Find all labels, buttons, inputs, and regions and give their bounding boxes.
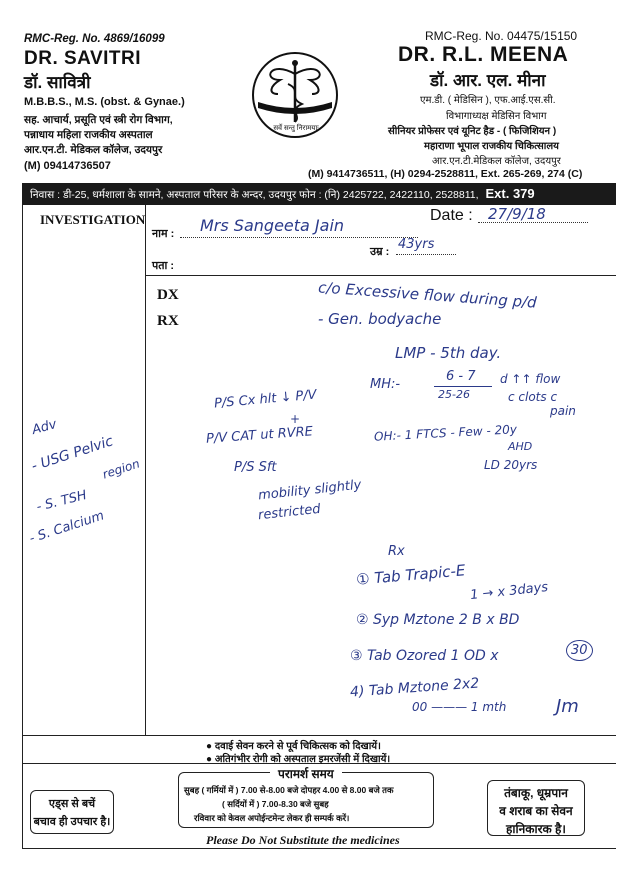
timing-line-3: रविवार को केवल अपोईन्टमेन्ट लेकर ही सम्पर्क करें।	[194, 813, 350, 823]
age-label: उम्र :	[370, 246, 390, 258]
hw-rx-symbol: Rx	[388, 544, 405, 559]
aids-slogan-line2: बचाव ही उपचार है।	[33, 816, 111, 828]
hw-complaint-2: - Gen. bodyache	[318, 310, 442, 328]
hw-mh-detail1: d ↑↑ flow	[500, 372, 561, 386]
hw-mh-detail3: pain	[550, 404, 576, 418]
aids-slogan-line1: एड्स से बचें	[48, 798, 96, 810]
hw-complaint-1: c/o Excessive flow during p/d	[317, 278, 538, 312]
dx-label: DX	[157, 287, 179, 303]
age-line	[396, 254, 456, 255]
hw-ps-1: P/S Cx hlt ↓ P/V	[213, 387, 318, 412]
logo-motto: सर्वे सन्तु निरामयाः	[273, 125, 319, 132]
hw-pv: P/V CAT ut RVRE	[205, 424, 314, 447]
rx-label: RX	[157, 313, 179, 329]
left-border	[22, 205, 23, 848]
footer-bottom-line	[22, 848, 616, 849]
hw-med-1: ① Tab Trapic-E	[355, 561, 467, 589]
timing-line-1: सुबह ( गर्मियों में ) 7.00 से-8.00 बजे दोपहर 4.00 से 8.00 बजे तक	[184, 785, 394, 795]
hw-calcium: - S. Calcium	[27, 508, 107, 547]
right-doctor-line1: एम.डी. ( मेडिसिन ), एफ.आई.एस.सी.	[420, 95, 556, 106]
patient-info-divider	[145, 275, 616, 276]
hw-oh: OH:- 1 FTCS - Few - 20y	[373, 422, 518, 444]
right-doctor-line2: विभागाध्यक्ष मेडिसिन विभाग	[446, 111, 547, 122]
left-doctor-degree: M.B.B.S., M.S. (obst. & Gynae.)	[24, 96, 185, 108]
investigation-label: INVESTIGATION	[40, 212, 146, 227]
hw-ps-plus: +	[290, 412, 301, 426]
hw-mobility-1: mobility slightly	[257, 477, 363, 504]
hw-mobility-2: restricted	[257, 501, 322, 524]
timing-line-2: ( सर्दियों में ) 7.00-8.30 बजे सुबह	[222, 799, 329, 809]
hw-mh-detail2: c clots c	[508, 390, 558, 404]
footer-note-2-text: अतिगंभीर रोगी को अस्पताल इमरजेंसी में दिखायें।	[214, 754, 391, 765]
footer-note-2: ● अतिगंभीर रोगी को अस्पताल इमरजेंसी में दिखायें।	[206, 754, 391, 765]
hw-age: 43yrs	[398, 237, 435, 252]
right-reg-number: RMC-Reg. No. 04475/15150	[425, 29, 578, 43]
left-doctor-line2: पन्नाधाय महिला राजकीय अस्पताल	[24, 129, 153, 141]
tobacco-slogan-line3: हानिकारक है।	[506, 822, 566, 836]
hw-lmp: LMP - 5th day.	[395, 344, 502, 362]
address-bar	[22, 183, 616, 205]
timing-title: परामर्श समय	[270, 765, 342, 782]
hw-med-4-dose: 00 ——— 1 mth	[412, 700, 507, 714]
hw-tsh: - S. TSH	[34, 488, 89, 515]
tobacco-slogan-line1: तंबाकू, धूम्रपान	[504, 786, 568, 800]
hw-signature: Jm	[556, 696, 579, 717]
hw-oh-2: AHD	[508, 440, 533, 453]
aids-slogan-box	[30, 790, 114, 834]
footer-note-1: ● दवाई सेवन करने से पूर्व चिकित्सक को दिखायें।	[206, 741, 381, 752]
hw-med-3: ③ Tab Ozored 1 OD x	[350, 648, 499, 664]
right-doctor-phones: (M) 9414736511, (H) 0294-2528811, Ext. 265-269, 274 (C)	[308, 168, 583, 180]
hw-advice-label: Adv	[30, 417, 59, 438]
left-doctor-line1: सह. आचार्य, प्रसूति एवं स्त्री रोग विभाग,	[24, 114, 173, 126]
left-doctor-line3: आर.एन.टी. मेडिकल कॉलेज, उदयपुर	[24, 144, 163, 156]
body-bottom-line	[22, 735, 616, 736]
substitute-notice: Please Do Not Substitute the medicines	[206, 833, 400, 847]
hw-usg-region: region	[100, 456, 142, 482]
hw-med-1-dose: 1 → x 3days	[469, 579, 549, 604]
name-line	[180, 237, 418, 238]
name-label: नाम :	[152, 228, 175, 240]
hw-usg: - USG Pelvic	[29, 433, 116, 475]
right-doctor-name: DR. R.L. MEENA	[398, 43, 569, 66]
hw-mh-fraction-bar	[434, 386, 492, 387]
right-doctor-line5: आर.एन.टी.मेडिकल कॉलेज, उदयपुर	[432, 156, 561, 167]
right-doctor-name-hindi: डॉ. आर. एल. मीना	[430, 71, 546, 90]
hw-mh-top: 6 - 7	[446, 369, 476, 384]
address-label: पता :	[152, 260, 175, 272]
right-doctor-line4: महाराणा भूपाल राजकीय चिकित्सालय	[424, 141, 559, 152]
left-doctor-mobile: (M) 09414736507	[24, 160, 111, 172]
hw-ps-2: P/S Sft	[234, 460, 277, 475]
footer-note-1-text: दवाई सेवन करने से पूर्व चिकित्सक को दिखायें।	[214, 741, 381, 752]
hw-date: 27/9/18	[488, 205, 546, 223]
right-doctor-line3: सीनियर प्रोफेसर एवं यूनिट हैड - ( फिजिशियन )	[388, 126, 557, 137]
address-ext: Ext. 379	[485, 186, 535, 201]
hw-oh-3: LD 20yrs	[484, 458, 538, 472]
left-reg-number: RMC-Reg. No. 4869/16099	[24, 33, 165, 45]
investigation-divider	[145, 205, 146, 735]
hw-mh-label: MH:-	[370, 377, 401, 392]
tobacco-slogan-box	[487, 780, 585, 836]
hw-med-2: ② Syp Mztone 2 B x BD	[356, 612, 520, 628]
address-text: निवास : डी-25, धर्मशाला के सामने, अस्पताल परिसर के अन्दर, उदयपुर फोन : (नि) 2425722, 2422110, 2528811,	[30, 189, 479, 201]
tobacco-slogan-line2: व शराब का सेवन	[499, 804, 573, 818]
hw-patient-name: Mrs Sangeeta Jain	[200, 216, 345, 235]
left-doctor-name: DR. SAVITRI	[24, 48, 142, 69]
left-doctor-name-hindi: डॉ. सावित्री	[24, 73, 91, 92]
hw-med-3-circle: 30	[566, 640, 593, 661]
hw-mh-bottom: 25-26	[438, 388, 470, 401]
hw-med-4: 4) Tab Mztone 2x2	[349, 675, 480, 701]
date-label: Date :	[430, 207, 473, 224]
